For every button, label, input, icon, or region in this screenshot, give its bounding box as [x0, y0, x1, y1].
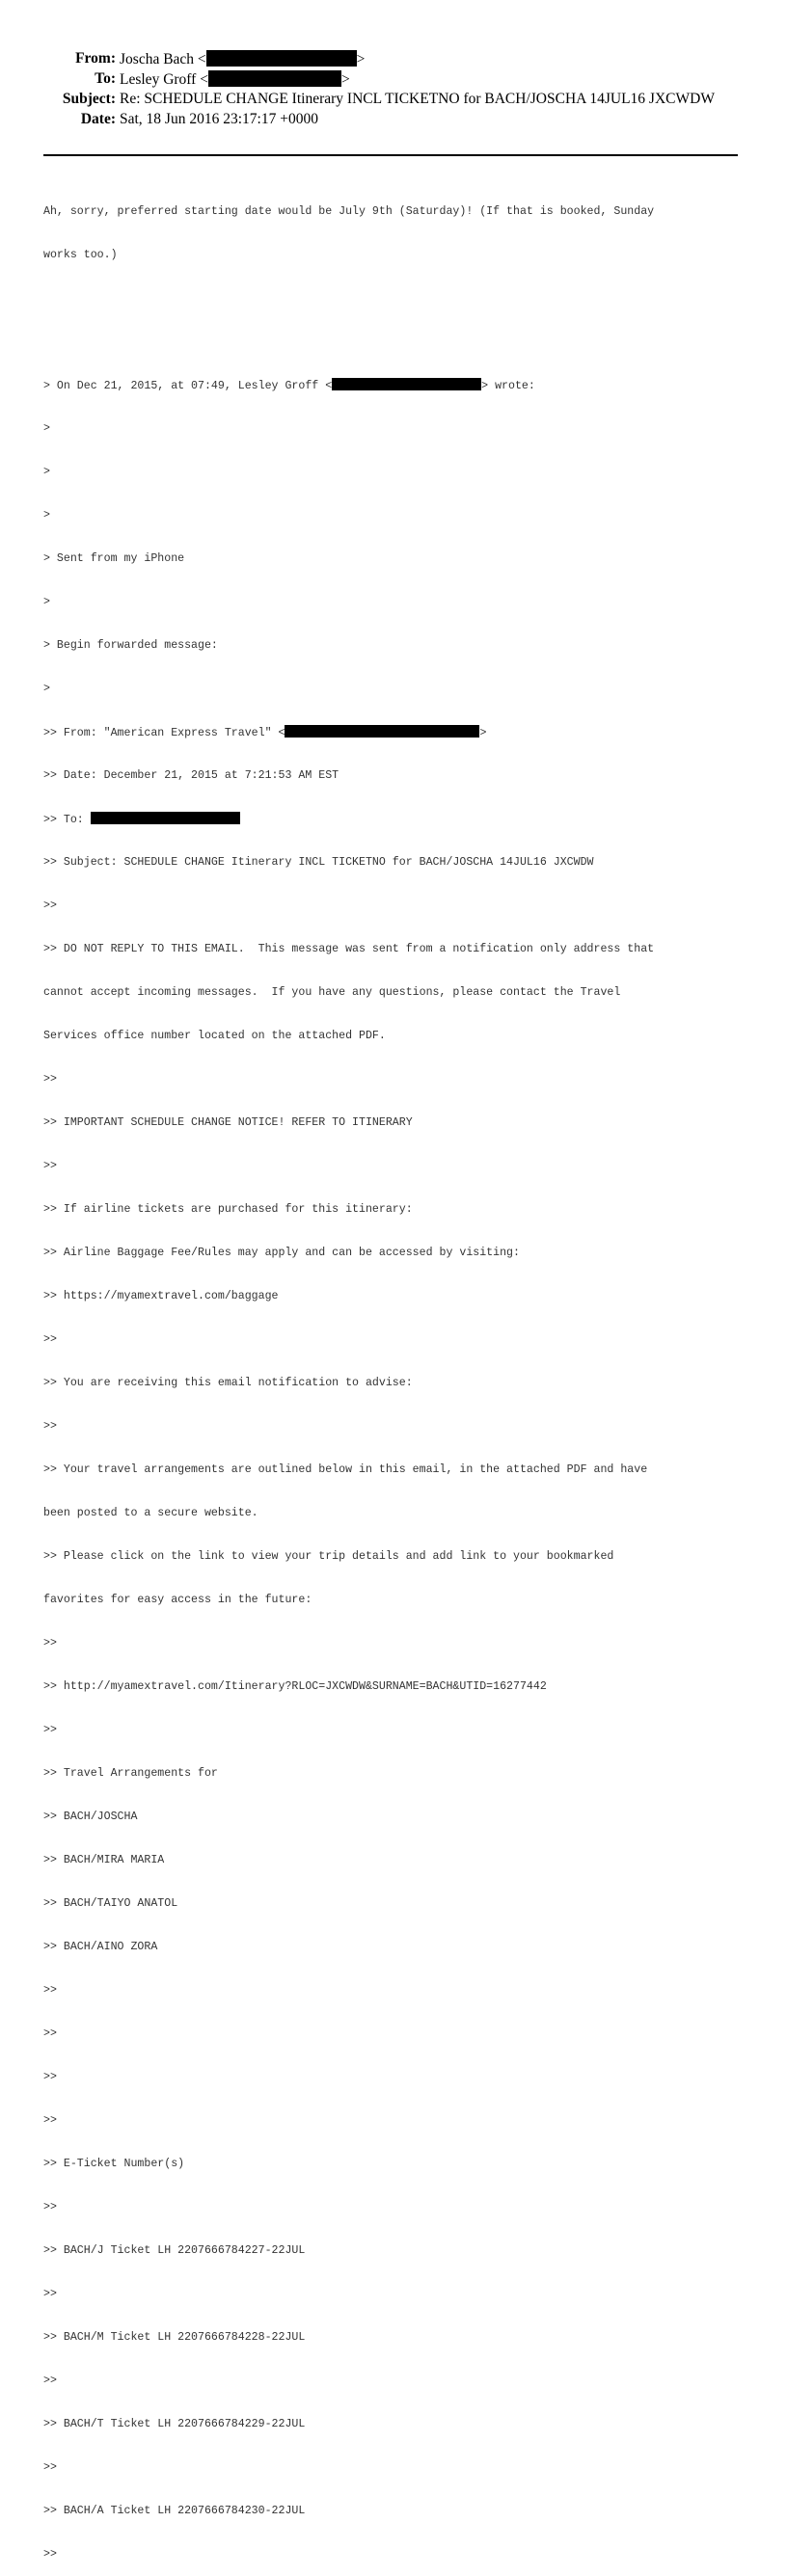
to-label: To: — [95, 70, 116, 87]
quote-line: >> — [43, 2027, 57, 2040]
header-divider — [43, 154, 738, 156]
quote-line: > — [43, 596, 50, 608]
quote-line: >> — [43, 2461, 57, 2474]
subject-row — [0, 91, 787, 111]
notice-text: >> DO NOT REPLY TO THIS EMAIL. This message was sent from a notification only address that — [43, 943, 655, 955]
reply-text: Ah, sorry, preferred starting date would be July 9th (Saturday)! (If that is booked, Sunday — [43, 205, 655, 218]
notice-text: >> Your travel arrangements are outlined below in this email, in the attached PDF and have — [43, 1463, 648, 1476]
date-label: Date: — [80, 111, 116, 127]
notice-text: favorites for easy access in the future: — [43, 1594, 312, 1606]
quote-line: > — [43, 683, 50, 695]
notice-text: >> If airline tickets are purchased for this itinerary: — [43, 1203, 413, 1216]
quote-line: >> — [43, 2375, 57, 2387]
traveler-name: >> BACH/MIRA MARIA — [43, 1854, 165, 1866]
ticket-line: >> BACH/J Ticket LH 2207666784227-22JUL — [43, 2244, 306, 2257]
date-text: Sat, 18 Jun 2016 23:17:17 +0000 — [120, 111, 318, 127]
quote-line: >> — [43, 1073, 57, 1086]
quote-line: >> — [43, 1724, 57, 1736]
quote-line: >> — [43, 2071, 57, 2083]
email-header — [0, 50, 787, 131]
notice-text: >> You are receiving this email notification to advise: — [43, 1377, 413, 1389]
from-label: From: — [75, 50, 116, 67]
forwarded-from: >> From: "American Express Travel" < > — [43, 727, 487, 739]
to-row: To: Lesley Groff < > — [95, 70, 350, 88]
quote-line: >> — [43, 1420, 57, 1433]
itinerary-link: >> http://myamextravel.com/Itinerary?RLOC=JXCWDW&SURNAME=BACH&UTID=16277442 — [43, 1680, 547, 1693]
baggage-link: >> https://myamextravel.com/baggage — [43, 1290, 279, 1302]
notice-text: >> IMPORTANT SCHEDULE CHANGE NOTICE! REFER TO ITINERARY — [43, 1116, 413, 1129]
quote-line: > — [43, 422, 50, 435]
email-body — [43, 175, 747, 2576]
quote-line: >> — [43, 1637, 57, 1650]
notice-text: >> Airline Baggage Fee/Rules may apply and can be accessed by visiting: — [43, 1247, 520, 1259]
redacted-email-block — [332, 378, 481, 390]
notice-text: cannot accept incoming messages. If you have any questions, please contact the Travel — [43, 986, 621, 999]
redacted-email-block — [208, 70, 341, 87]
quote-line: > Begin forwarded message: — [43, 639, 218, 652]
quote-line: >> — [43, 1984, 57, 1997]
subject-label: Subject: — [62, 91, 116, 107]
traveler-name: >> BACH/AINO ZORA — [43, 1941, 158, 1953]
notice-text: been posted to a secure website. — [43, 1507, 258, 1519]
notice-text: Services office number located on the attached PDF. — [43, 1030, 386, 1042]
ticket-line: >> BACH/A Ticket LH 2207666784230-22JUL — [43, 2505, 306, 2517]
traveler-name: >> BACH/TAIYO ANATOL — [43, 1897, 178, 1910]
redacted-email-block — [206, 50, 357, 67]
to-recipient: Lesley Groff < — [120, 71, 208, 88]
redacted-email-block — [285, 725, 479, 738]
quote-line: >> — [43, 2288, 57, 2300]
quote-line: > Sent from my iPhone — [43, 552, 185, 565]
traveler-name: >> BACH/JOSCHA — [43, 1811, 138, 1823]
date-row — [0, 111, 787, 131]
quote-line: >> — [43, 1160, 57, 1172]
forwarded-subject: >> Subject: SCHEDULE CHANGE Itinerary INCL TICKETNO for BACH/JOSCHA 14JUL16 JXCWDW — [43, 856, 594, 869]
notice-text: >> Please click on the link to view your trip details and add link to your bookmarked — [43, 1550, 614, 1563]
quote-line: >> — [43, 2114, 57, 2127]
reply-text: works too.) — [43, 249, 118, 261]
notice-text: >> Travel Arrangements for — [43, 1767, 218, 1780]
quote-line: > — [43, 509, 50, 522]
from-row: From: Joscha Bach < > — [75, 50, 366, 67]
from-sender: Joscha Bach < — [120, 51, 206, 67]
redacted-email-block — [91, 812, 240, 824]
subject-text: Re: SCHEDULE CHANGE Itinerary INCL TICKETNO for BACH/JOSCHA 14JUL16 JXCWDW — [120, 91, 715, 107]
eticket-header: >> E-Ticket Number(s) — [43, 2158, 185, 2170]
quote-line: >> — [43, 1333, 57, 1346]
quote-line: > — [43, 466, 50, 478]
quote-line: >> — [43, 2201, 57, 2214]
ticket-line: >> BACH/T Ticket LH 2207666784229-22JUL — [43, 2418, 306, 2430]
ticket-line: >> BACH/M Ticket LH 2207666784228-22JUL — [43, 2331, 306, 2344]
forwarded-to: >> To: — [43, 812, 747, 826]
forwarded-date: >> Date: December 21, 2015 at 7:21:53 AM EST — [43, 769, 339, 782]
quote-line: >> — [43, 2548, 57, 2561]
quote-intro: > On Dec 21, 2015, at 07:49, Lesley Groff < > wrote: — [43, 380, 535, 392]
quote-line: >> — [43, 899, 57, 912]
